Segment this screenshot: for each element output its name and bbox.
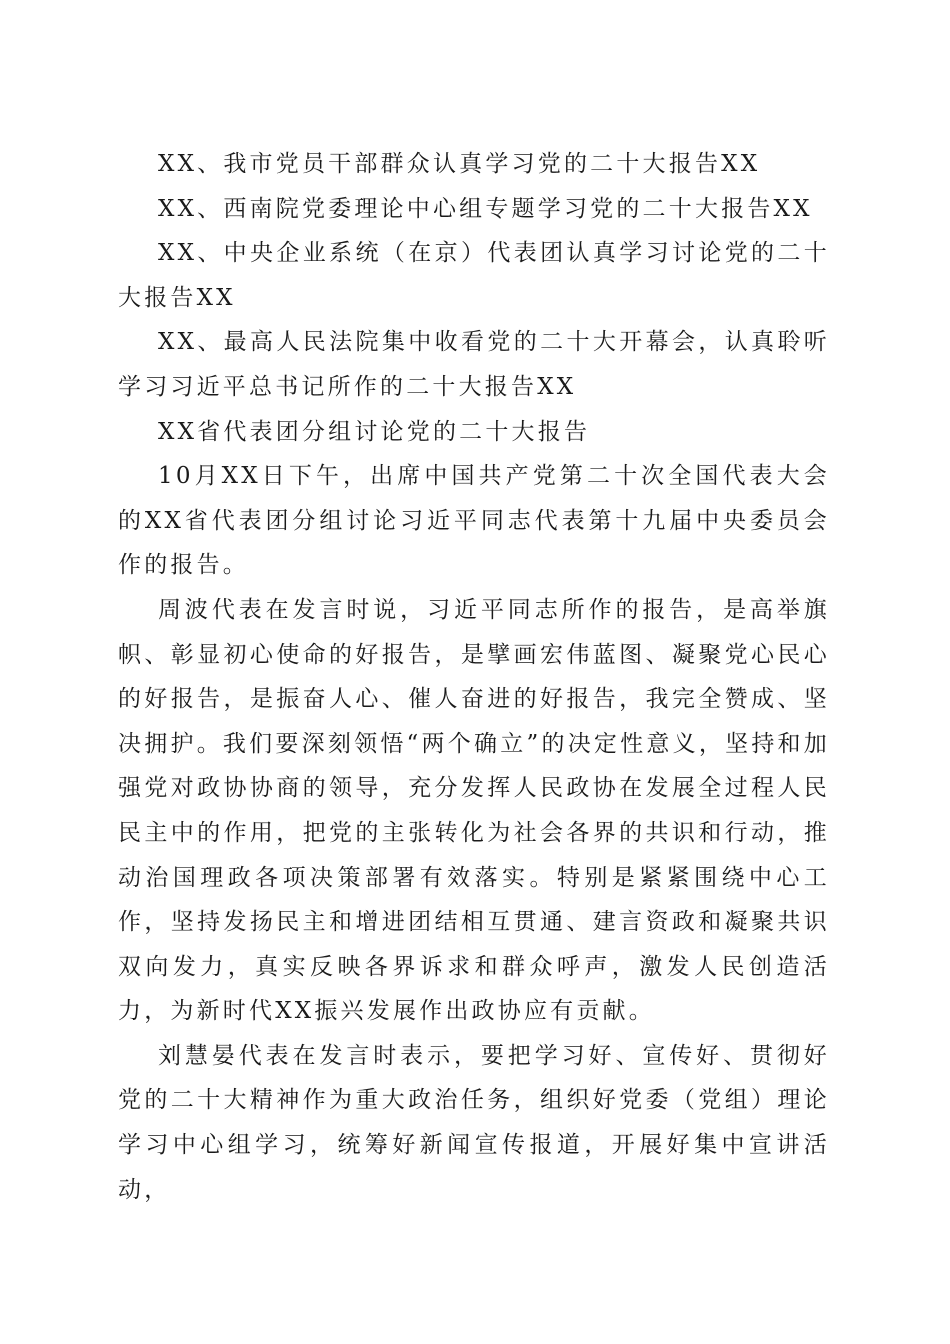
paragraph-intro: 10月XX日下午，出席中国共产党第二十次全国代表大会的XX省代表团分组讨论习近平同志代表第十九届中央委员会作的报告。 — [118, 463, 830, 579]
paragraph-headline-2: XX、西南院党委理论中心组专题学习党的二十大报告XX — [158, 195, 813, 222]
paragraph-liu-huiyan: 刘慧晏代表在发言时表示，要把学习好、宣传好、贯彻好党的二十大精神作为重大政治任务，组织好党委（党组）理论学习中心组学习，统筹好新闻宣传报道，开展好集中宣讲活动， — [118, 1042, 830, 1203]
paragraph-headline-1: XX、我市党员干部群众认真学习党的二十大报告XX — [158, 151, 761, 177]
paragraph-headline-3: XX、中央企业系统（在京）代表团认真学习讨论党的二十大报告XX — [118, 240, 830, 311]
paragraph-headline-4: XX、最高人民法院集中收看党的二十大开幕会，认真聆听学习习近平总书记所作的二十大报告XX — [118, 329, 830, 400]
paragraph-zhou-bo: 周波代表在发言时说，习近平同志所作的报告，是高举旗帜、彰显初心使命的好报告，是擘画宏伟蓝图、凝聚党心民心的好报告，是振奋人心、催人奋进的好报告，我完全赞成、坚决拥护。我们要深刻领悟“两个确立”的决定性意义，坚持和加强党对政协协商的领导，充分发挥人民政协在发展全过程人民民主中的作用，把党的主张转化为社会各界的共识和行动，推动治国理政各项决策部署有效落实。特别是紧紧围绕中心工作，坚持发扬民主和增进团结相互贯通、建言资政和凝聚共识双向发力，真实反映各界诉求和群众呼声，激发人民创造活力，为新时代XX振兴发展作出政协应有贡献。 — [118, 596, 830, 1025]
paragraph-section-title: XX省代表团分组讨论党的二十大报告 — [158, 418, 591, 445]
document-body — [118, 142, 830, 1212]
